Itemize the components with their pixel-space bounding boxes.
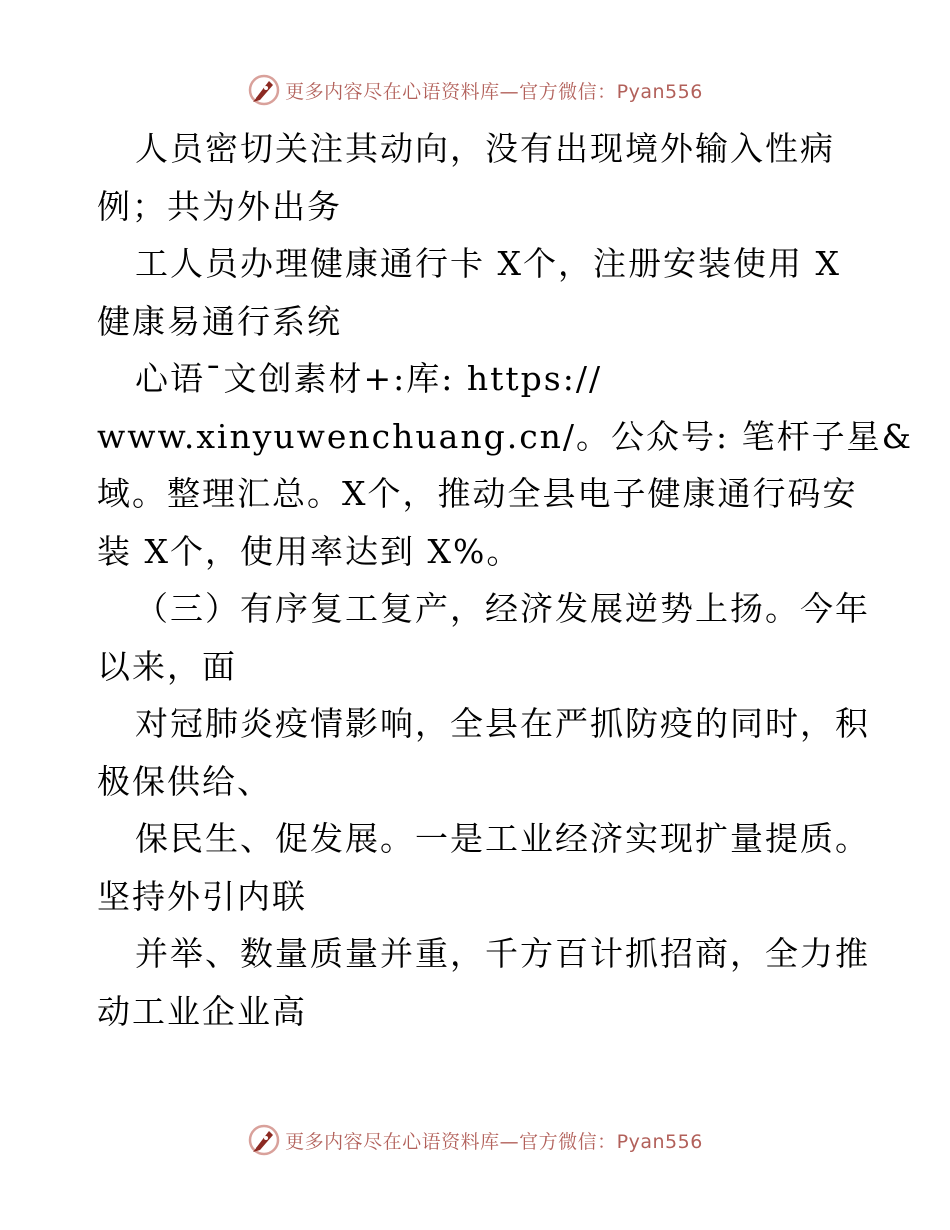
body-line: 对冠肺炎疫情影响，全县在严抓防疫的同时，积 xyxy=(135,704,870,743)
body-line: 域。整理汇总。X个，推动全县电子健康通行码安 xyxy=(97,474,858,513)
body-line: 装 X个，使用率达到 X%。 xyxy=(97,531,522,571)
body-line: 例；共为外出务 xyxy=(97,186,342,226)
body-line: 心语¯文创素材+:库: https:// xyxy=(135,359,603,398)
body-line: 健康易通行系统 xyxy=(97,301,342,341)
body-line: 人员密切关注其动向，没有出现境外输入性病 xyxy=(135,129,835,168)
body-line: （三）有序复工复产，经济发展逆势上扬。今年 xyxy=(135,589,870,628)
header-banner-text: 更多内容尽在心语资料库—官方微信：Pyan556 xyxy=(285,80,703,103)
footer-banner xyxy=(0,1120,950,1160)
header-banner xyxy=(0,70,950,110)
body-line: 极保供给、 xyxy=(97,761,272,801)
body-line: 坚持外引内联 xyxy=(97,876,307,916)
body-line: 动工业企业高 xyxy=(97,991,307,1031)
footer-banner-text: 更多内容尽在心语资料库—官方微信：Pyan556 xyxy=(285,1130,703,1153)
document-body xyxy=(97,120,914,1040)
body-line: 工人员办理健康通行卡 X个，注册安装使用 X xyxy=(135,244,841,283)
body-line: 保民生、促发展。一是工业经济实现扩量提质。 xyxy=(135,819,870,858)
pen-nib-logo-icon xyxy=(247,73,281,107)
body-line: 并举、数量质量并重，千方百计抓招商，全力推 xyxy=(135,934,870,973)
pen-nib-logo-icon xyxy=(247,1123,281,1157)
body-line: 以来，面 xyxy=(97,646,237,686)
body-line: www.xinyuwenchuang.cn/。公众号: 笔杆子星& xyxy=(97,416,914,456)
